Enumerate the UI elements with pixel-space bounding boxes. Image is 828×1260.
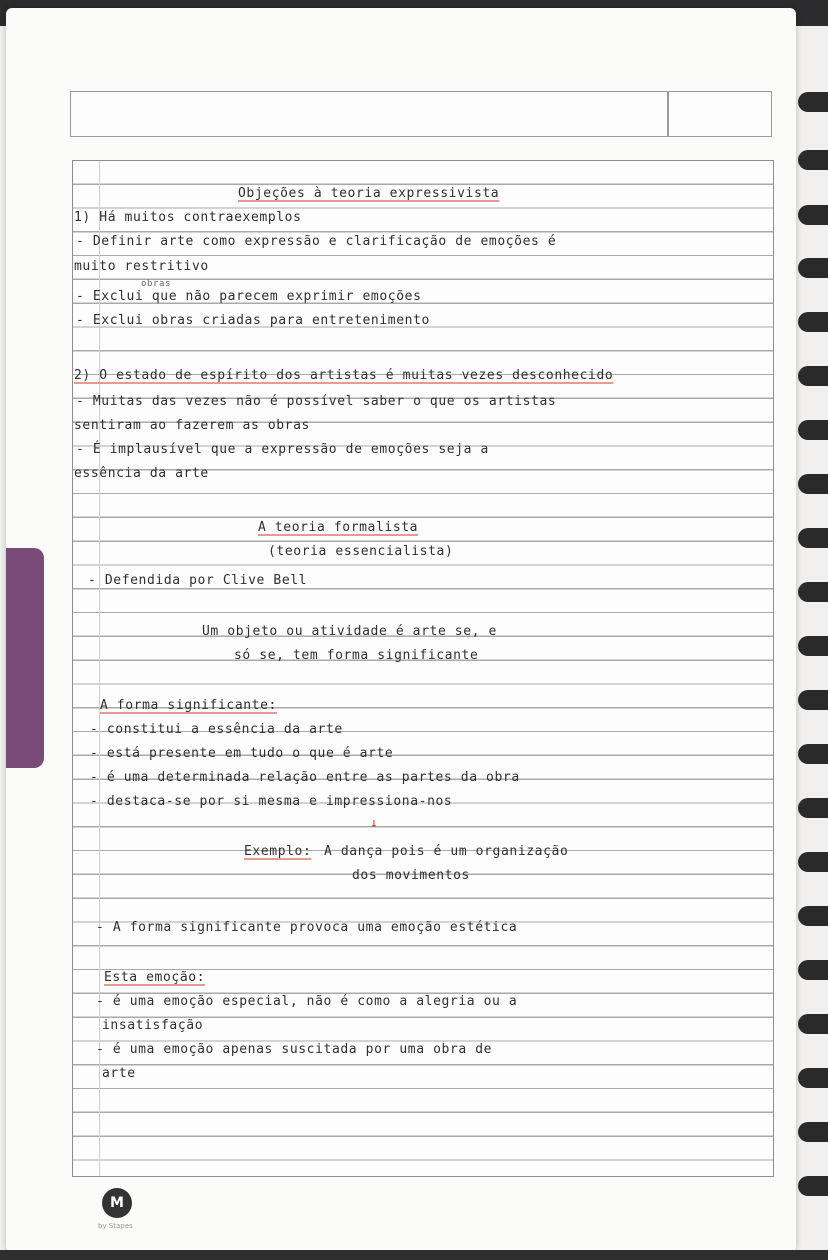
section3-title: A teoria formalista xyxy=(258,520,419,535)
brand-logo: M xyxy=(102,1188,132,1218)
s2-line-3: - É implausível que a expressão de emoções seja a xyxy=(76,442,489,457)
s1-inserted-word: obras xyxy=(141,279,172,289)
s2-line-2: sentiram ao fazerem as obras xyxy=(74,418,310,433)
example-line-2: dos movimentos xyxy=(352,868,470,883)
emotion-line-2: insatisfação xyxy=(102,1018,204,1033)
defended-by: - Defendida por Clive Bell xyxy=(88,573,308,588)
section1-title: Objeções à teoria expressivista xyxy=(238,186,500,201)
binder-ring xyxy=(798,636,828,656)
emotion-line-4: arte xyxy=(102,1066,136,1081)
sig-bullet-2: - está presente em tudo o que é arte xyxy=(90,746,394,761)
emotion-title: Esta emoção: xyxy=(104,970,206,985)
s1-line-3: - Exclui que não parecem exprimir emoções xyxy=(76,289,422,304)
binder-ring xyxy=(798,798,828,818)
binder-ring xyxy=(798,690,828,710)
binder-ring xyxy=(798,474,828,494)
header-box xyxy=(70,91,772,137)
binder-ring xyxy=(798,205,828,225)
binder-ring xyxy=(798,258,828,278)
emotion-line-3: - é uma emoção apenas suscitada por uma obra de xyxy=(96,1042,493,1057)
sig-bullet-1: - constitui a essência da arte xyxy=(90,722,343,737)
section3-subtitle: (teoria essencialista) xyxy=(268,544,454,559)
brand-text: by Stapes xyxy=(98,1222,133,1230)
example-line-1: A dança pois é um organização xyxy=(324,844,569,859)
binder-ring xyxy=(798,150,828,170)
binder-ring xyxy=(798,528,828,548)
binder-ring xyxy=(798,744,828,764)
emotion-line-1: - é uma emoção especial, não é como a alegria ou a xyxy=(96,994,518,1009)
definition-line-2: só se, tem forma significante xyxy=(234,648,479,663)
binder-ring xyxy=(798,366,828,386)
header-divider xyxy=(667,92,669,136)
definition-line-1: Um objeto ou atividade é arte se, e xyxy=(202,624,497,639)
provoca-line: - A forma significante provoca uma emoção estética xyxy=(96,920,518,935)
binder-ring xyxy=(798,960,828,980)
s2-line-1: - Muitas das vezes não é possível saber o que os artistas xyxy=(76,394,557,409)
notebook-page xyxy=(6,8,796,1252)
sig-form-title: A forma significante: xyxy=(100,698,277,713)
binder-ring xyxy=(798,92,828,112)
binder-ring xyxy=(798,852,828,872)
binder-ring xyxy=(798,906,828,926)
sig-bullet-4: - destaca-se por si mesma e impressiona-nos xyxy=(90,794,453,809)
binder-ring xyxy=(798,420,828,440)
binder-ring xyxy=(798,1176,828,1196)
sig-bullet-3: - é uma determinada relação entre as partes da obra xyxy=(90,770,520,785)
down-arrow-icon: ↓ xyxy=(370,816,379,831)
s1-line-1: - Definir arte como expressão e clarificação de emoções é xyxy=(76,234,557,249)
binder-ring xyxy=(798,1068,828,1088)
binder-ring xyxy=(798,1014,828,1034)
s2-line-4: essência da arte xyxy=(74,466,209,481)
point-1: 1) Há muitos contraexemplos xyxy=(74,210,302,225)
example-label: Exemplo: xyxy=(244,844,312,859)
s1-line-2: muito restritivo xyxy=(74,259,209,274)
s1-line-4: - Exclui obras criadas para entretenimento xyxy=(76,313,430,328)
binder-ring xyxy=(798,1122,828,1142)
background-bottom xyxy=(0,1250,828,1260)
binder-ring xyxy=(798,312,828,332)
point-2: 2) O estado de espírito dos artistas é muitas vezes desconhecido xyxy=(74,368,614,383)
binder-ring xyxy=(798,582,828,602)
divider-tab xyxy=(6,548,44,768)
